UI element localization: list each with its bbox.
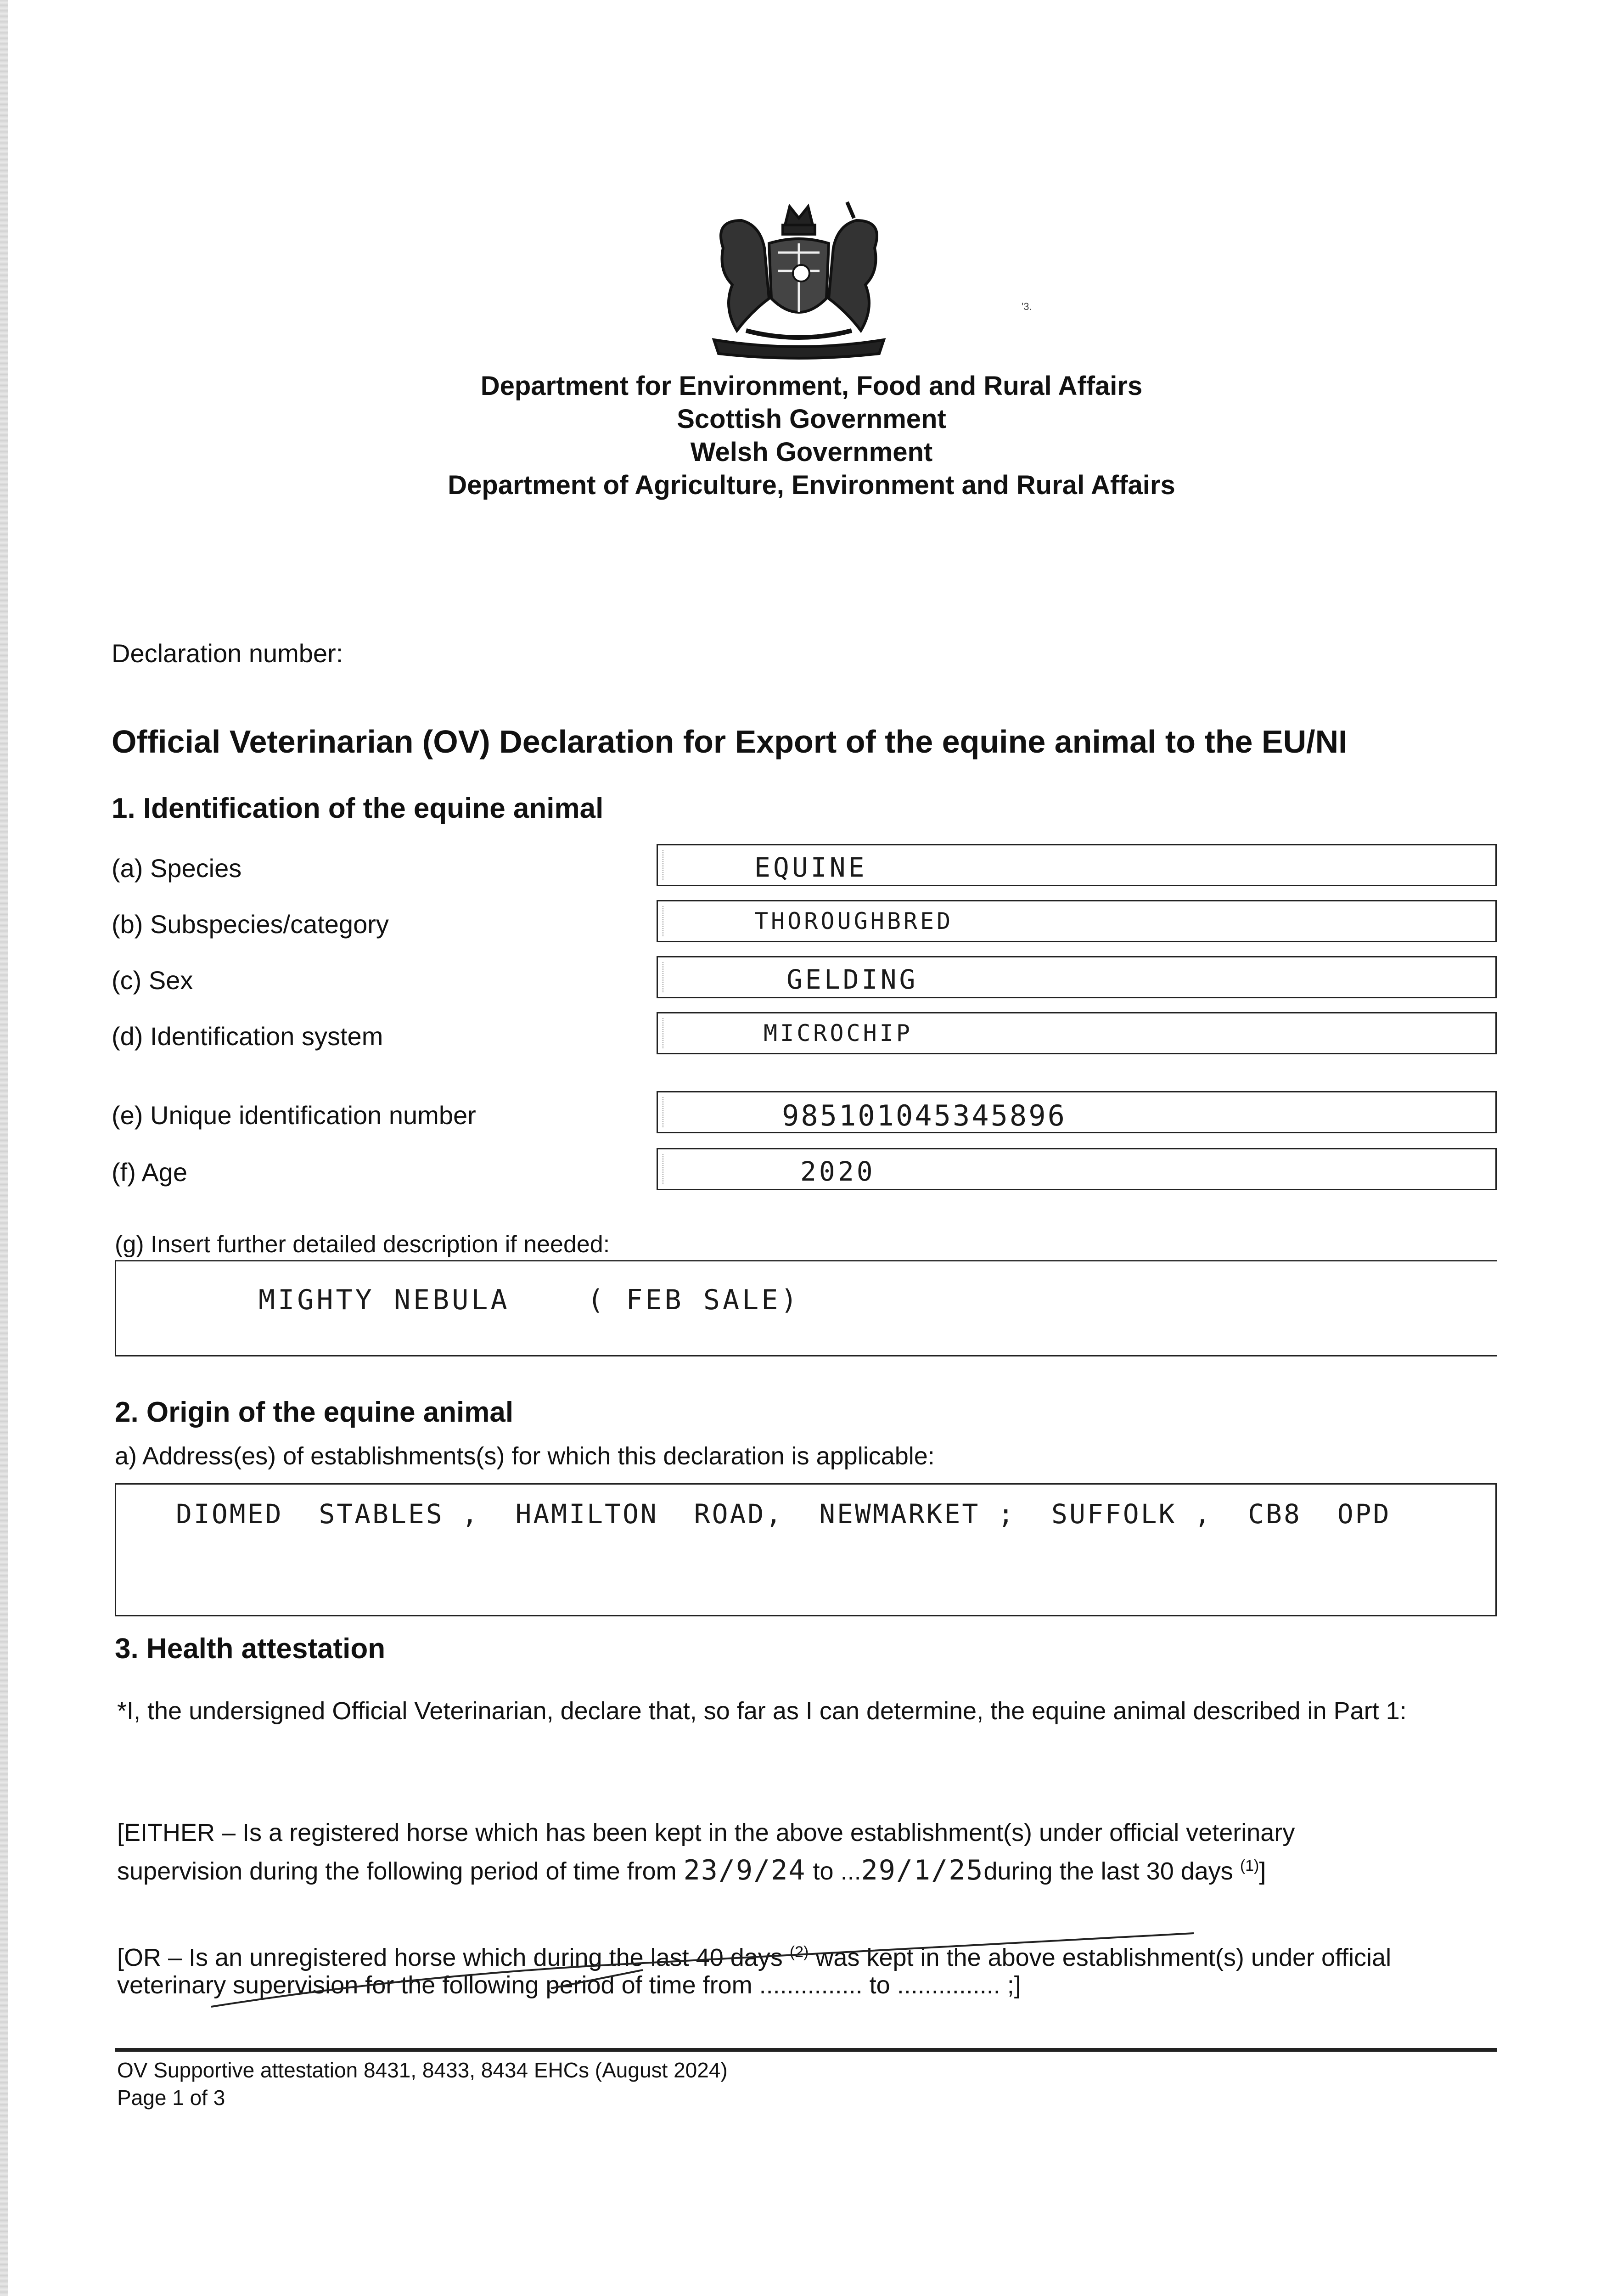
field-label-species: (a) Species	[112, 854, 242, 883]
either-clause-line2	[117, 1849, 1266, 1888]
section2-heading: 2. Origin of the equine animal	[115, 1396, 514, 1428]
either-clause-text-b: during the last 30 days	[983, 1857, 1233, 1885]
subspecies-value: THOROUGHBRED	[754, 908, 954, 934]
or-clause-line2: veterinary supervision for the following period of time from ............... to ............... ;]	[117, 1971, 1021, 1999]
species-field[interactable]	[657, 844, 1497, 886]
unique-id-value: 985101045345896	[782, 1099, 1067, 1132]
identification-system-field[interactable]	[657, 1012, 1497, 1054]
either-to-word: to ...	[813, 1857, 861, 1885]
unique-id-field[interactable]	[657, 1091, 1497, 1133]
health-attestation-intro: *I, the undersigned Official Veterinarian, declare that, so far as I can determine, the equine animal described in Part 1:	[117, 1697, 1407, 1725]
address-label: a) Address(es) of establishments(s) for which this declaration is applicable:	[115, 1442, 935, 1470]
field-label-identification-system: (d) Identification system	[112, 1022, 383, 1051]
strikethrough-mark	[184, 1919, 1240, 2020]
department-welsh-government: Welsh Government	[690, 437, 933, 467]
age-field[interactable]	[657, 1148, 1497, 1190]
declaration-number-label: Declaration number:	[112, 639, 343, 668]
footer-rule	[115, 2048, 1497, 2052]
species-value: EQUINE	[754, 852, 867, 883]
description-field[interactable]	[115, 1261, 1497, 1356]
either-clause-line1: [EITHER – Is a registered horse which has been kept in the above establishment(s) under official veterinary	[117, 1819, 1295, 1846]
field-label-age: (f) Age	[112, 1158, 187, 1187]
age-value: 2020	[800, 1156, 876, 1187]
sex-value: GELDING	[786, 964, 918, 995]
or-clause-text-b: was kept in the above establishment(s) under official	[815, 1944, 1392, 1971]
or-clause-text-a: [OR – Is an unregistered horse which during the last 40 days	[117, 1944, 783, 1971]
footer-page-number: Page 1 of 3	[117, 2086, 225, 2110]
footer-attestation-ref: OV Supportive attestation 8431, 8433, 8434 EHCs (August 2024)	[117, 2058, 728, 2082]
field-label-sex: (c) Sex	[112, 966, 193, 995]
field-label-unique-id: (e) Unique identification number	[112, 1101, 476, 1130]
department-defra: Department for Environment, Food and Rural Affairs	[480, 371, 1143, 401]
description-value: MIGHTY NEBULA ( FEB SALE)	[258, 1284, 800, 1316]
field-label-subspecies: (b) Subspecies/category	[112, 910, 389, 939]
document-title: Official Veterinarian (OV) Declaration for Export of the equine animal to the EU/NI	[112, 724, 1348, 760]
identification-system-value: MICROCHIP	[764, 1020, 913, 1047]
section1-heading: 1. Identification of the equine animal	[112, 793, 604, 824]
royal-coat-of-arms-icon	[696, 193, 902, 363]
department-daera: Department of Agriculture, Environment and Rural Affairs	[448, 470, 1175, 500]
sex-field[interactable]	[657, 956, 1497, 998]
scan-edge	[0, 0, 8, 2296]
department-scottish-government: Scottish Government	[677, 404, 946, 434]
description-label: (g) Insert further detailed description if needed:	[115, 1231, 610, 1258]
either-from-date: 23/9/24	[683, 1854, 806, 1886]
subspecies-field[interactable]	[657, 900, 1497, 942]
either-close-bracket: ]	[1259, 1857, 1266, 1885]
either-footnote-ref: (1)	[1240, 1857, 1259, 1874]
section3-heading: 3. Health attestation	[115, 1633, 386, 1665]
or-footnote-ref: (2)	[789, 1943, 809, 1961]
address-field[interactable]	[115, 1483, 1497, 1616]
either-clause-text-a: supervision during the following period of time from	[117, 1857, 677, 1885]
address-value: DIOMED STABLES , HAMILTON ROAD, NEWMARKET ; SUFFOLK , CB8 OPD	[176, 1498, 1391, 1530]
scan-speck: '3.	[1022, 301, 1032, 312]
either-to-date: 29/1/25	[861, 1854, 984, 1886]
